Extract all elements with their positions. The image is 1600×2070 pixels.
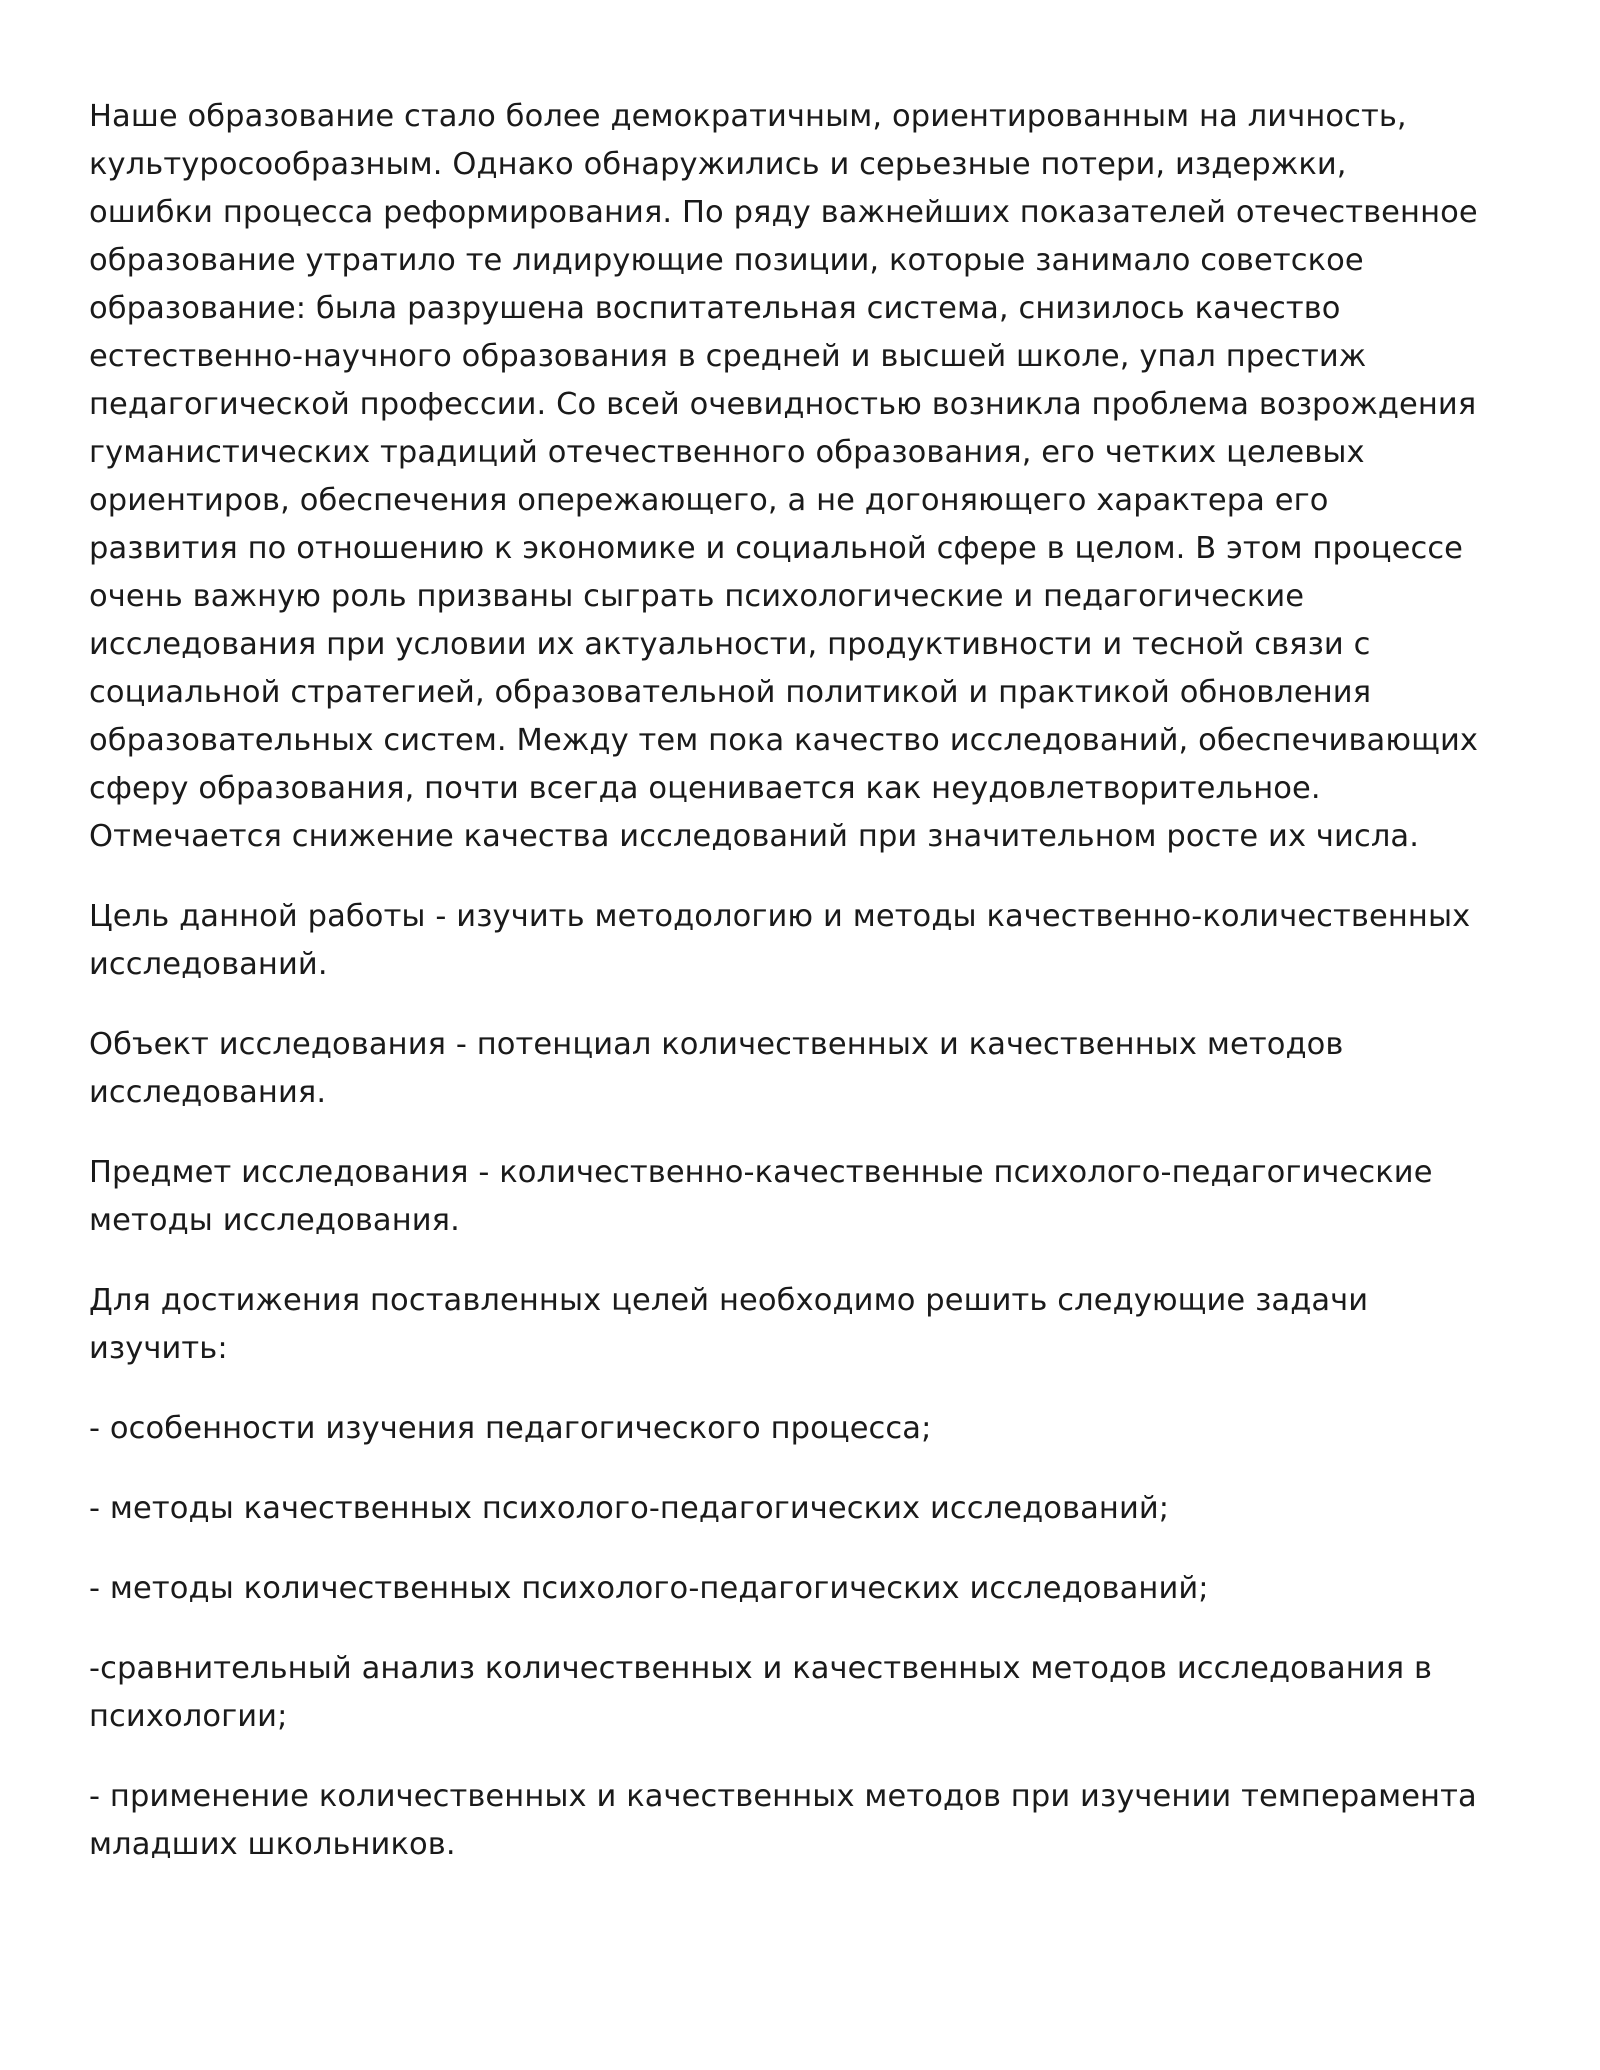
task-item <box>89 1485 1529 1533</box>
text-line: исследований. <box>89 947 328 982</box>
paragraph-goal <box>89 893 1529 989</box>
text-line: -сравнительный анализ количественных и качественных методов исследования в <box>89 1651 1433 1686</box>
text-line: Объект исследования - потенциал количественных и качественных методов <box>89 1027 1344 1062</box>
paragraph-tasks-intro <box>89 1277 1529 1373</box>
text-line: социальной стратегией, образовательной политикой и практикой обновления <box>89 675 1372 710</box>
text-line: культуросообразным. Однако обнаружились и серьезные потери, издержки, <box>89 147 1347 182</box>
text-line: методы исследования. <box>89 1203 460 1238</box>
document-page <box>89 93 1529 1901</box>
text-line: гуманистических традиций отечественного образования, его четких целевых <box>89 435 1365 470</box>
text-line: - методы количественных психолого-педагогических исследований; <box>89 1571 1209 1606</box>
text-line: исследования. <box>89 1075 327 1110</box>
text-line: изучить: <box>89 1331 228 1366</box>
text-line: естественно-научного образования в средней и высшей школе, упал престиж <box>89 339 1367 374</box>
text-line: Отмечается снижение качества исследований при значительном росте их числа. <box>89 819 1419 854</box>
text-line: Цель данной работы - изучить методологию и методы качественно-количественных <box>89 899 1471 934</box>
text-line: педагогической профессии. Со всей очевидностью возникла проблема возрождения <box>89 387 1477 422</box>
text-line: ориентиров, обеспечения опережающего, а не догоняющего характера его <box>89 483 1329 518</box>
text-line: сферу образования, почти всегда оценивается как неудовлетворительное. <box>89 771 1321 806</box>
task-item <box>89 1773 1529 1869</box>
text-line: очень важную роль призваны сыграть психологические и педагогические <box>89 579 1305 614</box>
text-line: - методы качественных психолого-педагогических исследований; <box>89 1491 1170 1526</box>
text-line: образование: была разрушена воспитательная система, снизилось качество <box>89 291 1341 326</box>
text-line: ошибки процесса реформирования. По ряду важнейших показателей отечественное <box>89 195 1478 230</box>
text-line: развития по отношению к экономике и социальной сфере в целом. В этом процессе <box>89 531 1464 566</box>
text-line: - применение количественных и качественных методов при изучении темперамента <box>89 1779 1477 1814</box>
paragraph-object <box>89 1021 1529 1117</box>
text-line: - особенности изучения педагогического процесса; <box>89 1411 932 1446</box>
paragraph-subject <box>89 1149 1529 1245</box>
text-line: младших школьников. <box>89 1827 456 1862</box>
text-line: Предмет исследования - количественно-качественные психолого-педагогические <box>89 1155 1433 1190</box>
text-line: психологии; <box>89 1699 288 1734</box>
text-line: Наше образование стало более демократичным, ориентированным на личность, <box>89 99 1407 134</box>
text-line: Для достижения поставленных целей необходимо решить следующие задачи <box>89 1283 1369 1318</box>
task-item <box>89 1405 1529 1453</box>
text-line: образовательных систем. Между тем пока качество исследований, обеспечивающих <box>89 723 1479 758</box>
paragraph-introduction <box>89 93 1529 861</box>
task-item <box>89 1565 1529 1613</box>
text-line: образование утратило те лидирующие позиции, которые занимало советское <box>89 243 1364 278</box>
task-item <box>89 1645 1529 1741</box>
text-line: исследования при условии их актуальности, продуктивности и тесной связи с <box>89 627 1371 662</box>
